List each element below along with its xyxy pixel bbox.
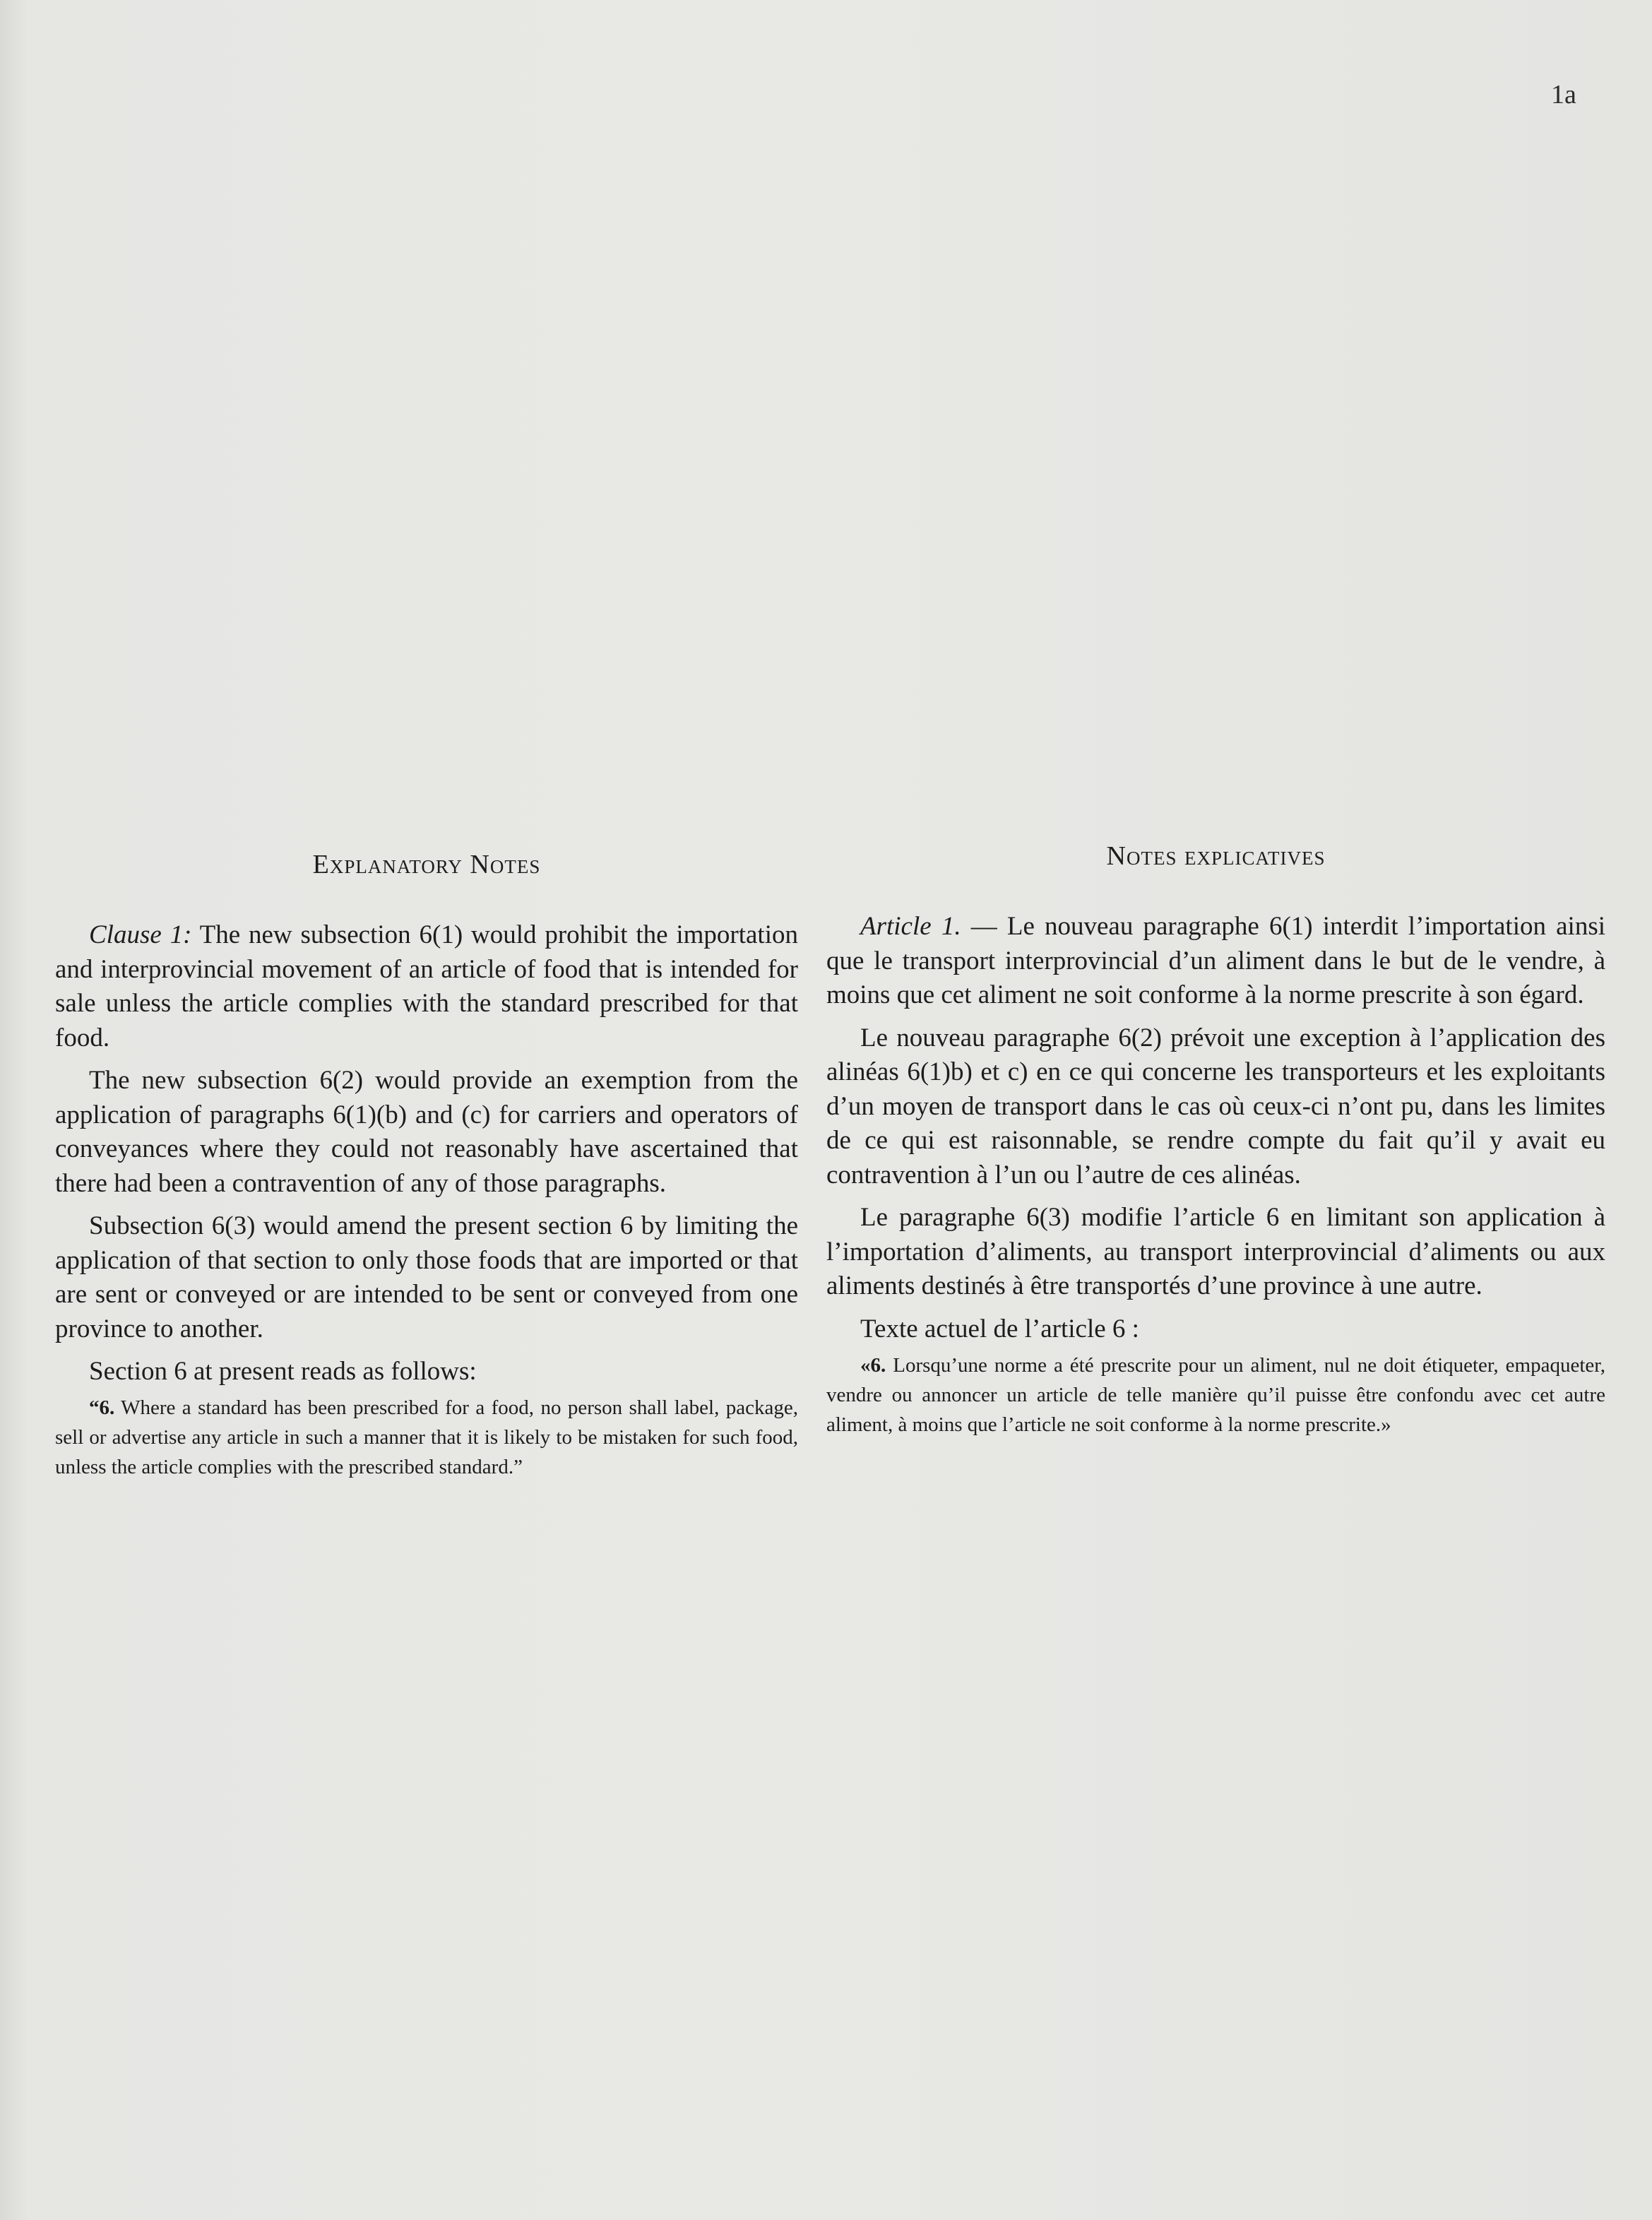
english-quoted-section	[55, 1393, 798, 1482]
english-quote-intro: Section 6 at present reads as follows:	[89, 1357, 477, 1386]
english-heading: Explanatory Notes	[312, 850, 541, 879]
english-clause1-lead: Clause 1:	[89, 920, 192, 949]
french-article1-paragraph	[826, 910, 1605, 1013]
french-heading: Notes explicatives	[1106, 841, 1326, 871]
french-article1-text: — Le nouveau paragraphe 6(1) interdit l’importation ainsi que le transport interprovincial d’un aliment dans le but de le vendre, à moins que cet aliment ne soit conforme à la norme prescrite à son égard.	[826, 912, 1605, 1009]
french-column	[826, 841, 1605, 1440]
english-paragraph-3: Subsection 6(3) would amend the present section 6 by limiting the application of that section to only those foods that are imported or that are sent or conveyed or are intended to be sent or conveyed from one province to another.	[55, 1211, 798, 1343]
english-clause1-paragraph	[55, 918, 798, 1055]
french-quote-number: «6.	[860, 1353, 886, 1377]
french-quote-text: Lorsqu’une norme a été prescrite pour un aliment, nul ne doit étiqueter, empaqueter, vendre ou annoncer un article de telle manière qu’il puisse être confondu avec cet autre aliment, à moins que l’article ne soit conforme à la norme prescrite.»	[826, 1353, 1605, 1436]
french-paragraph-2: Le nouveau paragraphe 6(2) prévoit une exception à l’application des alinéas 6(1)b) et c) en ce qui concerne les transporteurs et les exploitants d’un moyen de transport dans le cas où ceux-ci n’ont pu, dans les limites de ce qui est raisonnable, se rendre compte du fait qu’il y avait eu contravention à l’un ou l’autre de ces alinéas.	[826, 1023, 1605, 1189]
english-quote-text: Where a standard has been prescribed for a food, no person shall label, package, sell or advertise any article in such a manner that it is likely to be mistaken for such food, unless the article complies with the prescribed standard.”	[55, 1396, 798, 1478]
french-quoted-section	[826, 1351, 1605, 1440]
english-clause1-text: The new subsection 6(1) would prohibit the importation and interprovincial movement of an article of food that is intended for sale unless the article complies with the standard prescribed for that food.	[55, 920, 798, 1052]
french-article1-lead: Article 1.	[860, 912, 961, 941]
english-paragraph-2: The new subsection 6(2) would provide an exemption from the application of paragraphs 6(1)(b) and (c) for carriers and operators of conveyances where they could not reasonably have ascertained that there had been a contravention of any of those paragraphs.	[55, 1066, 798, 1198]
english-column	[55, 841, 798, 1482]
french-paragraph-3: Le paragraphe 6(3) modifie l’article 6 en limitant son application à l’importation d’aliments, au transport interprovincial d’aliments ou aux aliments destinés à être transportés d’une province à une autre.	[826, 1203, 1605, 1300]
french-quote-intro: Texte actuel de l’article 6 :	[860, 1314, 1139, 1343]
english-quote-number: “6.	[89, 1396, 115, 1419]
page-number: 1a	[1551, 80, 1576, 109]
